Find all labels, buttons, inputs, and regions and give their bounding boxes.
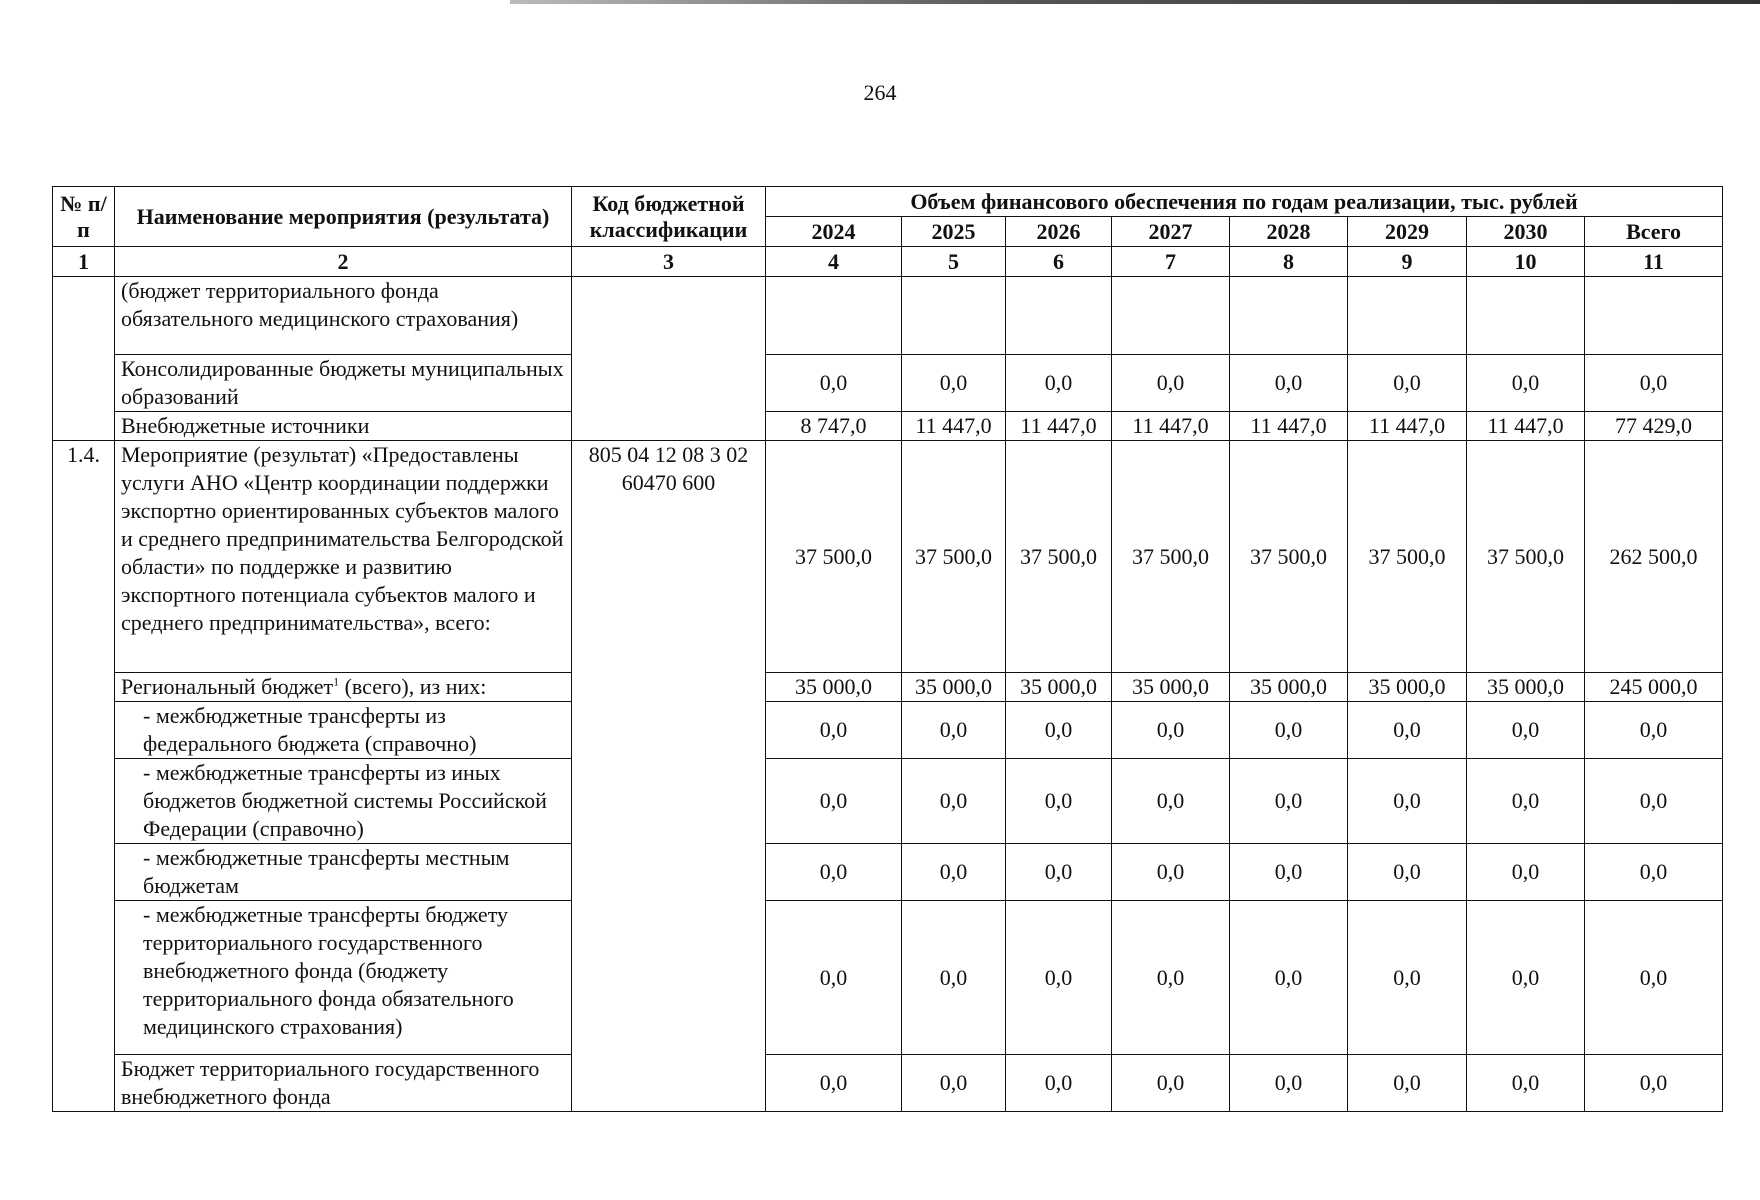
row-value-cell: 37 500,0 [1006,441,1112,673]
row-value-cell: 0,0 [1006,901,1112,1055]
row-value-cell: 0,0 [902,844,1006,901]
header-year-cell: 2030 [1467,217,1585,247]
header-column-number: 8 [1230,247,1348,277]
table-row [53,412,1723,441]
row-value-cell: 0,0 [1467,901,1585,1055]
funding-table-wrapper [52,186,1722,1112]
row-total-cell: 0,0 [1585,759,1723,844]
row-value-cell: 37 500,0 [766,441,902,673]
row-value-cell: 0,0 [1348,355,1467,412]
row-value-cell: 0,0 [766,1055,902,1112]
row-value-cell: 0,0 [1230,901,1348,1055]
row-value-cell: 0,0 [1006,759,1112,844]
row-value-cell: 0,0 [902,1055,1006,1112]
row-value-cell: 0,0 [766,844,902,901]
row-value-cell: 11 447,0 [1348,412,1467,441]
row-value-cell: 37 500,0 [902,441,1006,673]
row-name-cell: Мероприятие (результат) «Предоставлены услуги АНО «Центр координации поддержки экспортно ориентированных субъектов малого и среднего предпринимательства Белгородской области» по поддержке и развитию экспортного потенциала субъектов малого и среднего предпринимательства», всего: [115,441,572,673]
header-column-number: 2 [115,247,572,277]
row-name-cell: - межбюджетные трансферты бюджету территориального государственного внебюджетного фонда (бюджету территориального фонда обязательного медицинского страхования) [115,901,572,1055]
row-value-cell: 0,0 [902,901,1006,1055]
row-total-cell: 77 429,0 [1585,412,1723,441]
header-year-cell: Всего [1585,217,1723,247]
header-column-number: 6 [1006,247,1112,277]
header-year-cell: 2025 [902,217,1006,247]
header-column-number: 4 [766,247,902,277]
header-column-number: 11 [1585,247,1723,277]
row-name-cell: - межбюджетные трансферты местным бюджетам [115,844,572,901]
row-total-cell: 0,0 [1585,355,1723,412]
row-value-cell: 0,0 [1006,355,1112,412]
row-value-cell: 0,0 [1467,702,1585,759]
row-value-cell: 0,0 [902,702,1006,759]
row-name-cell: Консолидированные бюджеты муниципальных образований [115,355,572,412]
row-value-cell: 0,0 [766,759,902,844]
table-header [53,187,1723,277]
row-value-cell [1467,277,1585,355]
row-value-cell: 11 447,0 [1112,412,1230,441]
row-value-cell: 0,0 [1230,355,1348,412]
row-value-cell: 35 000,0 [1467,673,1585,702]
row-value-cell: 8 747,0 [766,412,902,441]
row-value-cell: 0,0 [1006,1055,1112,1112]
row-value-cell: 0,0 [1112,759,1230,844]
row-value-cell: 11 447,0 [1006,412,1112,441]
row-value-cell: 0,0 [1230,844,1348,901]
row-value-cell [1112,277,1230,355]
header-col-name: Наименование мероприятия (результата) [115,187,572,247]
header-year-cell: 2028 [1230,217,1348,247]
row-value-cell: 35 000,0 [766,673,902,702]
header-column-number: 5 [902,247,1006,277]
row-code-cell: 805 04 12 08 3 02 60470 600 [572,441,766,1112]
table-row [53,355,1723,412]
table-row [53,759,1723,844]
funding-table [52,186,1723,1112]
row-value-cell: 35 000,0 [1112,673,1230,702]
row-name-cell: Внебюджетные источники [115,412,572,441]
table-body [53,277,1723,1112]
row-value-cell: 0,0 [902,355,1006,412]
table-row [53,844,1723,901]
row-value-cell: 0,0 [766,702,902,759]
table-row [53,673,1723,702]
row-name-cell: - межбюджетные трансферты из иных бюджетов бюджетной системы Российской Федерации (справочно) [115,759,572,844]
row-total-cell [1585,277,1723,355]
header-column-number: 7 [1112,247,1230,277]
row-value-cell: 35 000,0 [1230,673,1348,702]
row-name-cell: - межбюджетные трансферты из федерального бюджета (справочно) [115,702,572,759]
table-row [53,277,1723,355]
row-value-cell: 0,0 [1348,702,1467,759]
row-value-cell: 0,0 [1112,901,1230,1055]
row-name-text: Региональный бюджет [121,674,334,699]
row-value-cell: 0,0 [766,355,902,412]
row-value-cell: 0,0 [1467,844,1585,901]
header-column-number: 10 [1467,247,1585,277]
row-name-cell: (бюджет территориального фонда обязательного медицинского страхования) [115,277,572,355]
header-year-cell: 2029 [1348,217,1467,247]
row-value-cell: 11 447,0 [902,412,1006,441]
row-value-cell: 0,0 [1112,355,1230,412]
row-value-cell: 0,0 [1467,759,1585,844]
header-col-no: № п/п [53,187,115,247]
row-value-cell: 0,0 [766,901,902,1055]
footnote-marker: 1 [333,674,340,689]
row-index-cell: 1.4. [53,441,115,1112]
row-value-cell: 0,0 [1006,844,1112,901]
row-value-cell: 0,0 [902,759,1006,844]
row-value-cell: 11 447,0 [1467,412,1585,441]
row-value-cell: 35 000,0 [1006,673,1112,702]
row-value-cell: 0,0 [1348,759,1467,844]
row-total-cell: 0,0 [1585,901,1723,1055]
row-code-cell [572,277,766,441]
row-value-cell: 0,0 [1348,901,1467,1055]
row-value-cell [1230,277,1348,355]
scan-top-edge-line [510,0,1760,4]
row-value-cell [1348,277,1467,355]
header-numbers-row [53,247,1723,277]
row-value-cell: 37 500,0 [1467,441,1585,673]
row-value-cell: 0,0 [1467,1055,1585,1112]
row-value-cell: 11 447,0 [1230,412,1348,441]
row-value-cell: 0,0 [1230,759,1348,844]
header-column-number: 9 [1348,247,1467,277]
table-row [53,1055,1723,1112]
table-row [53,702,1723,759]
row-value-cell [1006,277,1112,355]
row-total-cell: 0,0 [1585,844,1723,901]
header-col-funding: Объем финансового обеспечения по годам реализации, тыс. рублей [766,187,1723,217]
row-name-cell: Бюджет территориального государственного внебюджетного фонда [115,1055,572,1112]
row-value-cell [766,277,902,355]
row-total-cell: 0,0 [1585,1055,1723,1112]
header-year-cell: 2024 [766,217,902,247]
row-value-cell: 0,0 [1112,702,1230,759]
header-col-code: Код бюджетной классификации [572,187,766,247]
table-row [53,901,1723,1055]
row-value-cell [902,277,1006,355]
row-value-cell: 0,0 [1467,355,1585,412]
header-year-cell: 2027 [1112,217,1230,247]
row-value-cell: 0,0 [1348,844,1467,901]
row-value-cell: 37 500,0 [1230,441,1348,673]
table-row [53,441,1723,673]
row-total-cell: 262 500,0 [1585,441,1723,673]
row-value-cell: 0,0 [1230,1055,1348,1112]
row-value-cell: 0,0 [1112,1055,1230,1112]
header-year-cell: 2026 [1006,217,1112,247]
row-name-tail: (всего), из них: [339,674,487,699]
row-value-cell: 35 000,0 [1348,673,1467,702]
row-value-cell: 0,0 [1230,702,1348,759]
page-number: 264 [863,80,897,105]
row-index-cell [53,277,115,441]
row-value-cell: 0,0 [1348,1055,1467,1112]
row-value-cell: 0,0 [1006,702,1112,759]
row-name-cell [115,673,572,702]
row-value-cell: 35 000,0 [902,673,1006,702]
header-column-number: 1 [53,247,115,277]
row-value-cell: 0,0 [1112,844,1230,901]
row-value-cell: 37 500,0 [1348,441,1467,673]
header-column-number: 3 [572,247,766,277]
row-value-cell: 37 500,0 [1112,441,1230,673]
row-total-cell: 245 000,0 [1585,673,1723,702]
row-total-cell: 0,0 [1585,702,1723,759]
